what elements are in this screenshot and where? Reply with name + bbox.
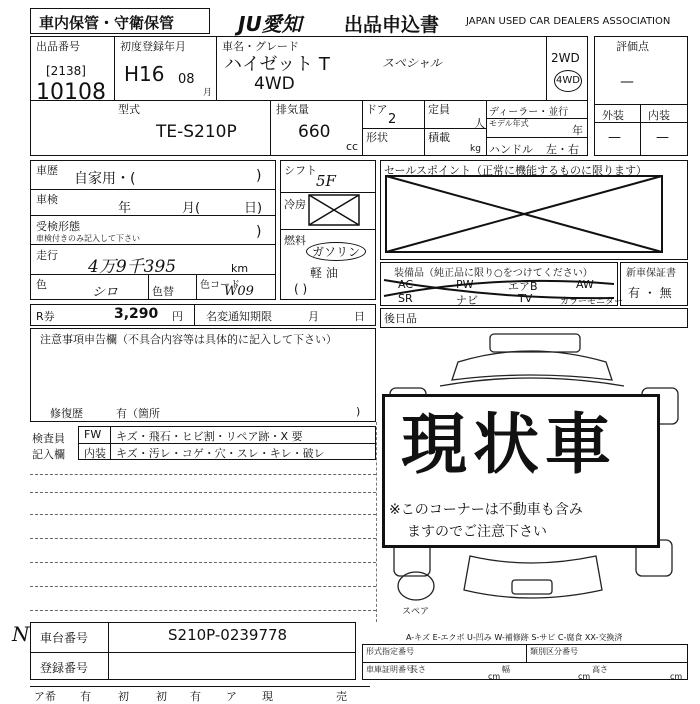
footer-check-2: 有 xyxy=(80,690,91,703)
warranty-value: 有 ・ 無 xyxy=(628,286,672,300)
aftermarket-block xyxy=(380,308,688,328)
repair-close: ) xyxy=(356,405,361,418)
equipment-ac: AC xyxy=(398,278,414,291)
lot-number: 10108 xyxy=(36,80,106,105)
equipment-airbag: エアB xyxy=(508,280,538,293)
transfer-month: 月 xyxy=(308,310,319,323)
notes-label: 注意事項申告欄（不具合内容等は具体的に記入して下さい） xyxy=(40,333,337,346)
type-value: TE-S210P xyxy=(156,122,237,142)
inspection-month: 月( xyxy=(182,201,201,216)
lot-label: 出品番号 xyxy=(36,40,80,53)
mileage-value: 4万9千395 xyxy=(88,257,177,277)
class-no-label: 類別区分番号 xyxy=(530,647,578,656)
inspector-int-text: キズ・汚レ・コゲ・穴・スレ・キレ・破レ xyxy=(116,447,325,460)
receipt-note: 車検付きのみ記入して下さい xyxy=(36,234,140,243)
inspection-day: 日) xyxy=(244,201,263,216)
load-unit: kg xyxy=(470,144,481,154)
equipment-tv: TV xyxy=(518,292,533,305)
history-label: 車歴 xyxy=(36,164,58,177)
load-label: 積載 xyxy=(428,131,450,144)
receipt-label: 受検形態 xyxy=(36,220,80,233)
evaluation-label: 評価点 xyxy=(616,40,649,53)
chassis-label: 車台番号 xyxy=(40,631,89,645)
interior-label: 内装 xyxy=(648,109,670,122)
width-label: 幅 xyxy=(502,665,510,674)
fuel-gasoline: ガソリン xyxy=(306,242,366,261)
color-code-value: W09 xyxy=(224,284,254,299)
footer-check-6: ア xyxy=(226,690,237,703)
ac-crossed-box xyxy=(308,194,360,226)
footer-check-7: 現 xyxy=(262,690,273,703)
inspector-int-label: 内装 xyxy=(84,447,106,460)
height-label: 高さ xyxy=(592,665,608,674)
registration-era-year: H16 xyxy=(124,62,165,86)
ju-logo: JU愛知 xyxy=(238,12,302,36)
footer-check-4: 初 xyxy=(156,690,167,703)
equipment-sr: SR xyxy=(398,292,413,305)
damage-legend: A-キズ E-エクボ U-凹み W-補修跡 S-サビ C-腐食 XX-交換済 xyxy=(406,633,623,642)
displacement-label: 排気量 xyxy=(276,103,309,116)
capacity-label: 定員 xyxy=(428,103,450,116)
height-unit: cm xyxy=(670,672,683,681)
receipt-close: ) xyxy=(256,224,262,240)
storage-label: 車内保管・守衛保管 xyxy=(39,14,175,32)
inspector-fw-text: キズ・飛石・ヒビ割・リペア跡・X 要 xyxy=(116,430,303,443)
model-year-unit: 年 xyxy=(572,124,583,137)
type-label: 型式 xyxy=(118,103,140,116)
footer-check-8: 売 xyxy=(336,690,347,703)
sales-point-label: セールスポイント（正常に機能するものに限ります） xyxy=(384,164,648,177)
model-name: ハイゼット T xyxy=(224,54,330,75)
history-value: 自家用・( xyxy=(74,171,136,187)
equipment-label: 装備品（純正品に限り○をつけてください） xyxy=(394,268,593,279)
fuel-other: ( ) xyxy=(294,282,308,296)
status-stamp-note-2: ますのでご注意下さい xyxy=(407,524,547,540)
repair-value: 有（箇所 xyxy=(116,407,160,420)
displacement-unit: cc xyxy=(346,140,359,153)
aftermarket-label: 後日品 xyxy=(384,312,417,325)
vin-cert-label: 車庫証明番号 xyxy=(366,665,414,674)
lot-bracket-number: [2138] xyxy=(46,64,86,78)
capacity-unit: 人 xyxy=(474,117,485,130)
storage-box xyxy=(30,8,210,34)
status-stamp-note-1: ※このコーナーは不動車も含み xyxy=(389,502,583,518)
drive-2wd-label: 2WD xyxy=(551,51,580,65)
inspector-label-1: 検査員 xyxy=(32,432,65,445)
footer-check-3: 初 xyxy=(118,690,129,703)
name-label: 車名・グレード xyxy=(222,40,299,53)
equipment-aw: AW xyxy=(576,278,594,291)
equipment-strike xyxy=(380,270,618,306)
shape-label: 形状 xyxy=(366,131,388,144)
doors-value: 2 xyxy=(388,112,397,127)
transfer-day: 日 xyxy=(354,310,365,323)
registration-month-unit: 月 xyxy=(203,88,213,98)
grade-name: スペシャル xyxy=(382,56,442,70)
form-title: 出品申込書 xyxy=(344,14,440,36)
history-close: ) xyxy=(256,168,262,184)
model-year-label: モデル年式 xyxy=(489,119,529,128)
dealer-label: ディーラー・並行 xyxy=(489,107,569,118)
status-stamp-title: 現状車 xyxy=(401,406,617,483)
registration-month: 08 xyxy=(178,72,195,87)
spare-label: スペア xyxy=(402,607,430,617)
doors-label: ドア xyxy=(366,103,388,116)
displacement-value: 660 xyxy=(298,122,331,142)
chassis-mark: N xyxy=(12,622,30,646)
inspection-year: 年 xyxy=(118,201,132,216)
length-label: 長さ xyxy=(410,665,426,674)
association-name: JAPAN USED CAR DEALERS ASSOCIATION xyxy=(466,16,671,27)
inspection-label: 車検 xyxy=(36,193,58,206)
sales-point-crossed-box xyxy=(384,174,684,256)
transfer-label: 名変通知期限 xyxy=(206,310,272,323)
repair-label: 修復歴 xyxy=(50,407,83,420)
inspector-label-2: 記入欄 xyxy=(32,448,65,461)
fuel-label: 燃料 xyxy=(284,234,306,247)
length-unit: cm xyxy=(488,672,501,681)
shift-label: シフト xyxy=(284,164,317,177)
handle-label: ハンドル xyxy=(489,143,533,156)
recycle-block xyxy=(30,304,376,326)
fuel-diesel: 軽 油 xyxy=(310,266,338,280)
chassis-value: S210P-0239778 xyxy=(168,626,288,644)
plate-label: 登録番号 xyxy=(40,661,89,675)
shift-value: 5F xyxy=(316,172,336,190)
drive-type: 4WD xyxy=(254,74,295,94)
exterior-label: 外装 xyxy=(602,109,624,122)
recycle-unit: 円 xyxy=(172,310,183,323)
footer-check-1: ア希 xyxy=(34,690,56,703)
width-unit: cm xyxy=(578,672,591,681)
interior-value: — xyxy=(656,130,669,145)
handle-options: 左・右 xyxy=(546,143,579,156)
exterior-value: — xyxy=(608,130,621,145)
equipment-monitor: カラーモニター xyxy=(560,297,624,307)
type-cert-label: 形式指定番号 xyxy=(366,647,414,656)
recycle-value: 3,290 xyxy=(114,306,159,322)
evaluation-value: — xyxy=(620,74,634,90)
drive-4wd-circled: 4WD xyxy=(554,70,582,92)
status-stamp xyxy=(382,394,660,548)
footer-check-5: 有 xyxy=(190,690,201,703)
mileage-label: 走行 xyxy=(36,249,58,262)
color-value: シロ xyxy=(92,285,119,300)
recycle-label: R券 xyxy=(36,310,55,323)
equipment-pw: PW xyxy=(456,278,474,291)
mileage-unit: km xyxy=(231,262,249,275)
color-label: 色 xyxy=(36,278,47,291)
color-change-label: 色替 xyxy=(152,285,174,298)
warranty-label: 新車保証書 xyxy=(626,268,676,279)
ac-label: 冷房 xyxy=(284,198,306,211)
inspector-fw-label: FW xyxy=(84,428,102,441)
registration-label: 初度登録年月 xyxy=(120,40,186,53)
equipment-navi: ナビ xyxy=(456,294,478,307)
color-code-label: 色コード xyxy=(200,280,240,291)
